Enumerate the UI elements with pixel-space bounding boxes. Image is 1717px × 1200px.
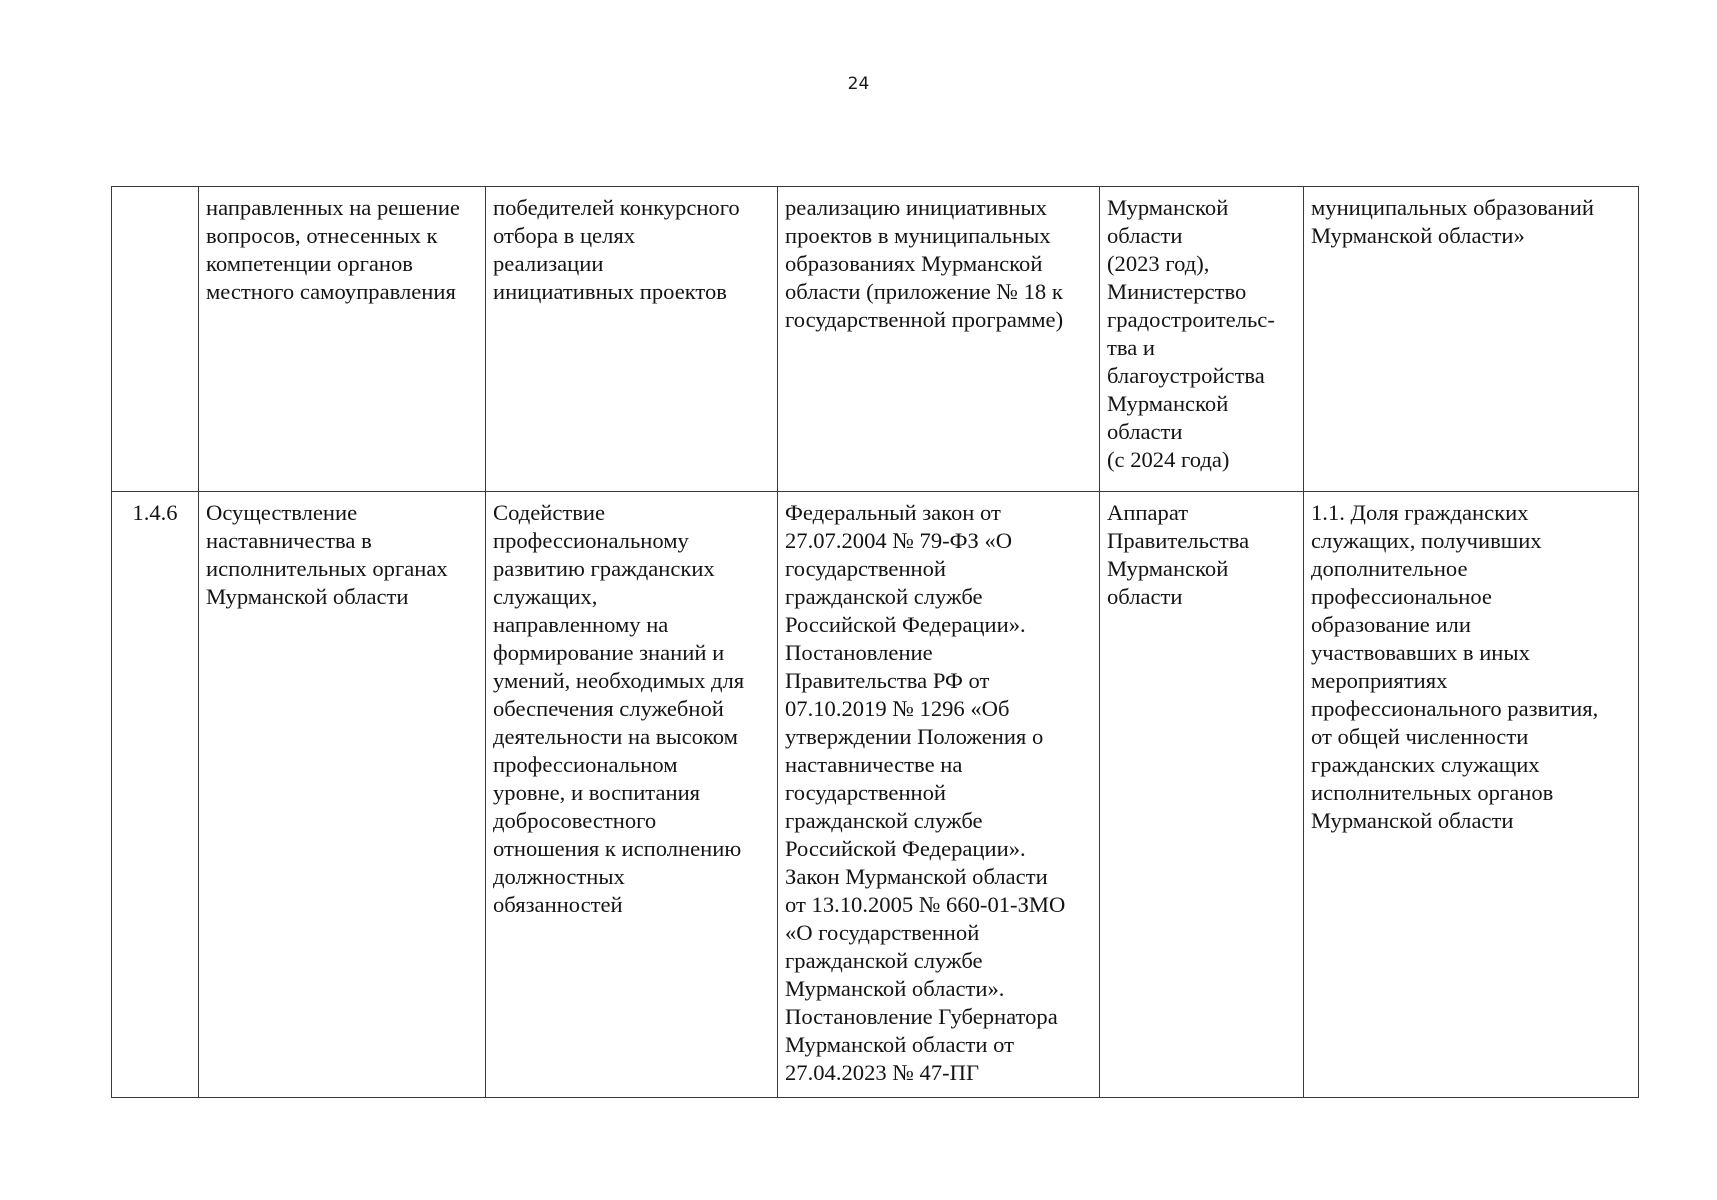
- cell-number: [112, 187, 199, 492]
- cell-number: 1.4.6: [112, 492, 199, 1098]
- cell-executor: Мурманской области (2023 год), Министерство градостроительс- тва и благоустройства Мурманской области (с 2024 года): [1100, 187, 1304, 492]
- cell-executor: Аппарат Правительства Мурманской области: [1100, 492, 1304, 1098]
- cell-indicator: муниципальных образований Мурманской области»: [1304, 187, 1639, 492]
- page-number: 24: [847, 74, 870, 94]
- cell-legal-basis: реализацию инициативных проектов в муниципальных образованиях Мурманской области (приложение № 18 к государственной программе): [778, 187, 1100, 492]
- cell-indicator: 1.1. Доля гражданских служащих, получивших дополнительное профессиональное образование или участвовавших в иных мероприятиях профессионального развития, от общей численности гражданских служащих исполнительных органов Мурманской области: [1304, 492, 1639, 1098]
- cell-legal-basis: Федеральный закон от 27.07.2004 № 79-ФЗ «О государственной гражданской службе Российской Федерации». Постановление Правительства РФ от 07.10.2019 № 1296 «Об утверждении Положения о наставничестве на государственной гражданской службе Российской Федерации». Закон Мурманской области от 13.10.2005 № 660-01-ЗМО «О государственной гражданской службе Мурманской области». Постановление Губернатора Мурманской области от 27.04.2023 № 47-ПГ: [778, 492, 1100, 1098]
- cell-measure-content: Содействие профессиональному развитию гражданских служащих, направленному на формирование знаний и умений, необходимых для обеспечения служебной деятельности на высоком профессиональном уровне, и воспитания добросовестного отношения к исполнению должностных обязанностей: [486, 492, 778, 1098]
- program-measures-table: [111, 186, 1639, 1098]
- cell-measure-content: победителей конкурсного отбора в целях реализации инициативных проектов: [486, 187, 778, 492]
- table-row: [112, 187, 1639, 492]
- cell-measure-name: направленных на решение вопросов, отнесенных к компетенции органов местного самоуправления: [199, 187, 486, 492]
- cell-measure-name: Осуществление наставничества в исполнительных органах Мурманской области: [199, 492, 486, 1098]
- table-row: [112, 492, 1639, 1098]
